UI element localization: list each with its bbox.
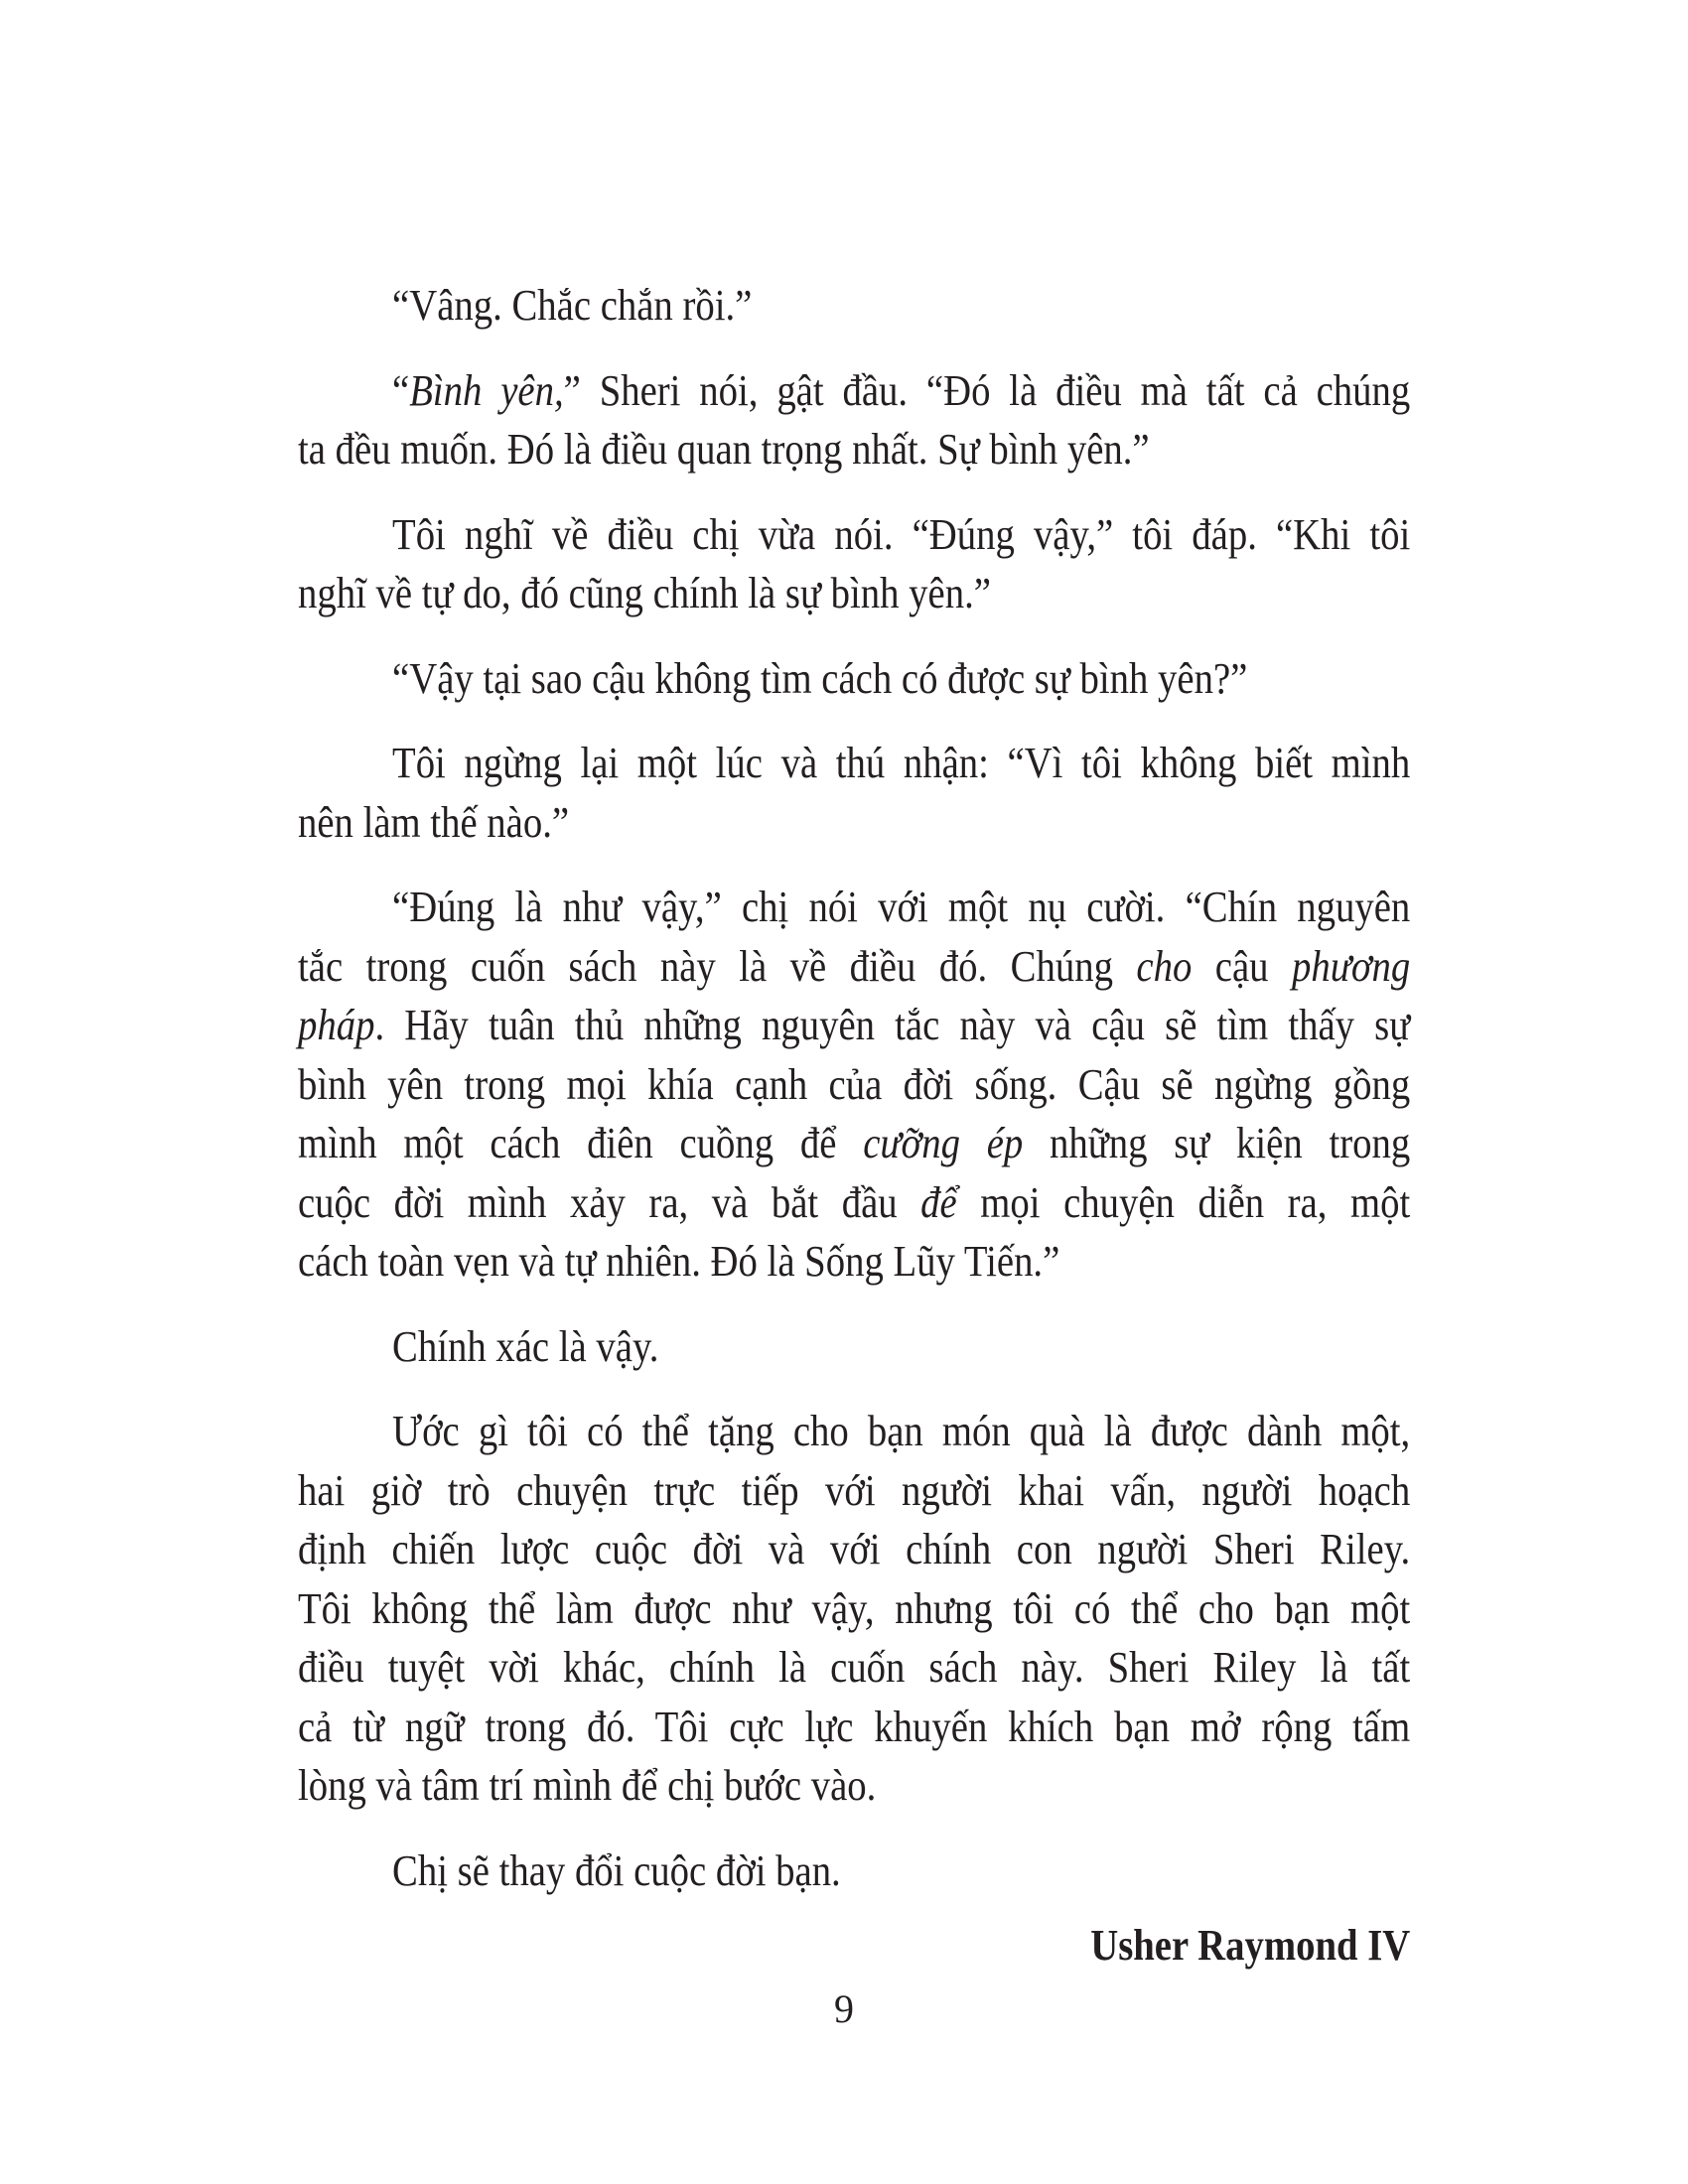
text-run: “ xyxy=(392,365,410,415)
text-line xyxy=(392,509,1411,559)
text-line xyxy=(298,1761,1410,1810)
text-line xyxy=(392,365,1411,415)
text-line xyxy=(392,1845,1410,1895)
text-run: hai giờ trò chuyện trực tiếp với người khai vấn, người hoạch xyxy=(298,1465,1411,1515)
text-run: Tôi nghĩ về điều chị vừa nói. “Đúng vậy,” tôi đáp. “Khi tôi xyxy=(392,509,1411,559)
italic-text: cưỡng ép xyxy=(863,1119,1024,1167)
text-run: Ước gì tôi có thể tặng cho bạn món quà là được dành một, xyxy=(392,1407,1411,1455)
text-line xyxy=(298,1119,1411,1167)
text-run: cậu xyxy=(1192,941,1293,991)
text-run: cách toàn vẹn và tự nhiên. Đó là Sống Lũy Tiến.” xyxy=(298,1237,1060,1286)
italic-text: Bình yên, xyxy=(409,365,564,415)
page-number: 9 xyxy=(834,1986,854,2031)
text-line xyxy=(298,1177,1411,1227)
text-run: “Vậy tại sao cậu không tìm cách có được sự bình yên?” xyxy=(392,653,1248,703)
author-signature: Usher Raymond IV xyxy=(1090,1921,1411,1970)
text-run: Tôi không thể làm được như vậy, nhưng tôi có thể cho bạn một xyxy=(298,1583,1411,1633)
text-run: Chính xác là vậy. xyxy=(392,1321,659,1371)
text-run: nghĩ về tự do, đó cũng chính là sự bình yên.” xyxy=(298,569,991,617)
text-run: cuộc đời mình xảy ra, và bắt đầu xyxy=(298,1177,921,1227)
text-line xyxy=(392,1321,1410,1371)
italic-text: để xyxy=(920,1177,957,1227)
text-line xyxy=(298,797,1410,847)
text-run: cả từ ngữ trong đó. Tôi cực lực khuyến khích bạn mở rộng tấm xyxy=(298,1702,1411,1751)
text-run: ta đều muốn. Đó là điều quan trọng nhất. Sự bình yên.” xyxy=(298,425,1150,474)
text-run: những sự kiện trong xyxy=(1023,1119,1411,1167)
text-line xyxy=(298,425,1410,474)
italic-text: phương xyxy=(1292,941,1411,991)
text-line xyxy=(392,653,1410,703)
text-run: Chị sẽ thay đổi cuộc đời bạn. xyxy=(392,1845,841,1895)
text-line xyxy=(298,1237,1410,1286)
text-run: “Đúng là như vậy,” chị nói với một nụ cười. “Chín nguyên xyxy=(392,883,1411,931)
text-line xyxy=(392,1407,1411,1455)
text-line xyxy=(298,1583,1411,1633)
text-run: điều tuyệt vời khác, chính là cuốn sách này. Sheri Riley là tất xyxy=(298,1643,1411,1692)
text-line xyxy=(298,1643,1411,1692)
text-run: . Hãy tuân thủ những nguyên tắc này và cậu sẽ tìm thấy sự xyxy=(374,1001,1411,1049)
text-run: Tôi ngừng lại một lúc và thú nhận: “Vì tôi không biết mình xyxy=(392,739,1411,787)
text-line xyxy=(298,1465,1411,1515)
text-run: nên làm thế nào.” xyxy=(298,797,570,847)
text-line xyxy=(298,1702,1411,1751)
text-line xyxy=(298,1059,1411,1109)
text-run: lòng và tâm trí mình để chị bước vào. xyxy=(298,1761,877,1810)
text-run: ” Sheri nói, gật đầu. “Đó là điều mà tất cả chúng xyxy=(563,365,1411,415)
italic-text: pháp xyxy=(298,1001,375,1049)
text-line xyxy=(298,1525,1411,1573)
text-line xyxy=(392,281,1410,330)
text-line xyxy=(298,569,1410,617)
text-line xyxy=(298,941,1411,991)
text-run: bình yên trong mọi khía cạnh của đời sống. Cậu sẽ ngừng gồng xyxy=(298,1059,1411,1109)
text-line xyxy=(392,739,1411,787)
text-run: “Vâng. Chắc chắn rồi.” xyxy=(392,281,753,330)
text-run: mình một cách điên cuồng để xyxy=(298,1119,864,1167)
text-run: mọi chuyện diễn ra, một xyxy=(956,1177,1411,1227)
italic-text: cho xyxy=(1136,941,1193,991)
text-run: định chiến lược cuộc đời và với chính con người Sheri Riley. xyxy=(298,1525,1411,1573)
text-line xyxy=(298,1001,1411,1049)
text-run: tắc trong cuốn sách này là về điều đó. Chúng xyxy=(298,941,1137,991)
text-line xyxy=(392,883,1411,931)
